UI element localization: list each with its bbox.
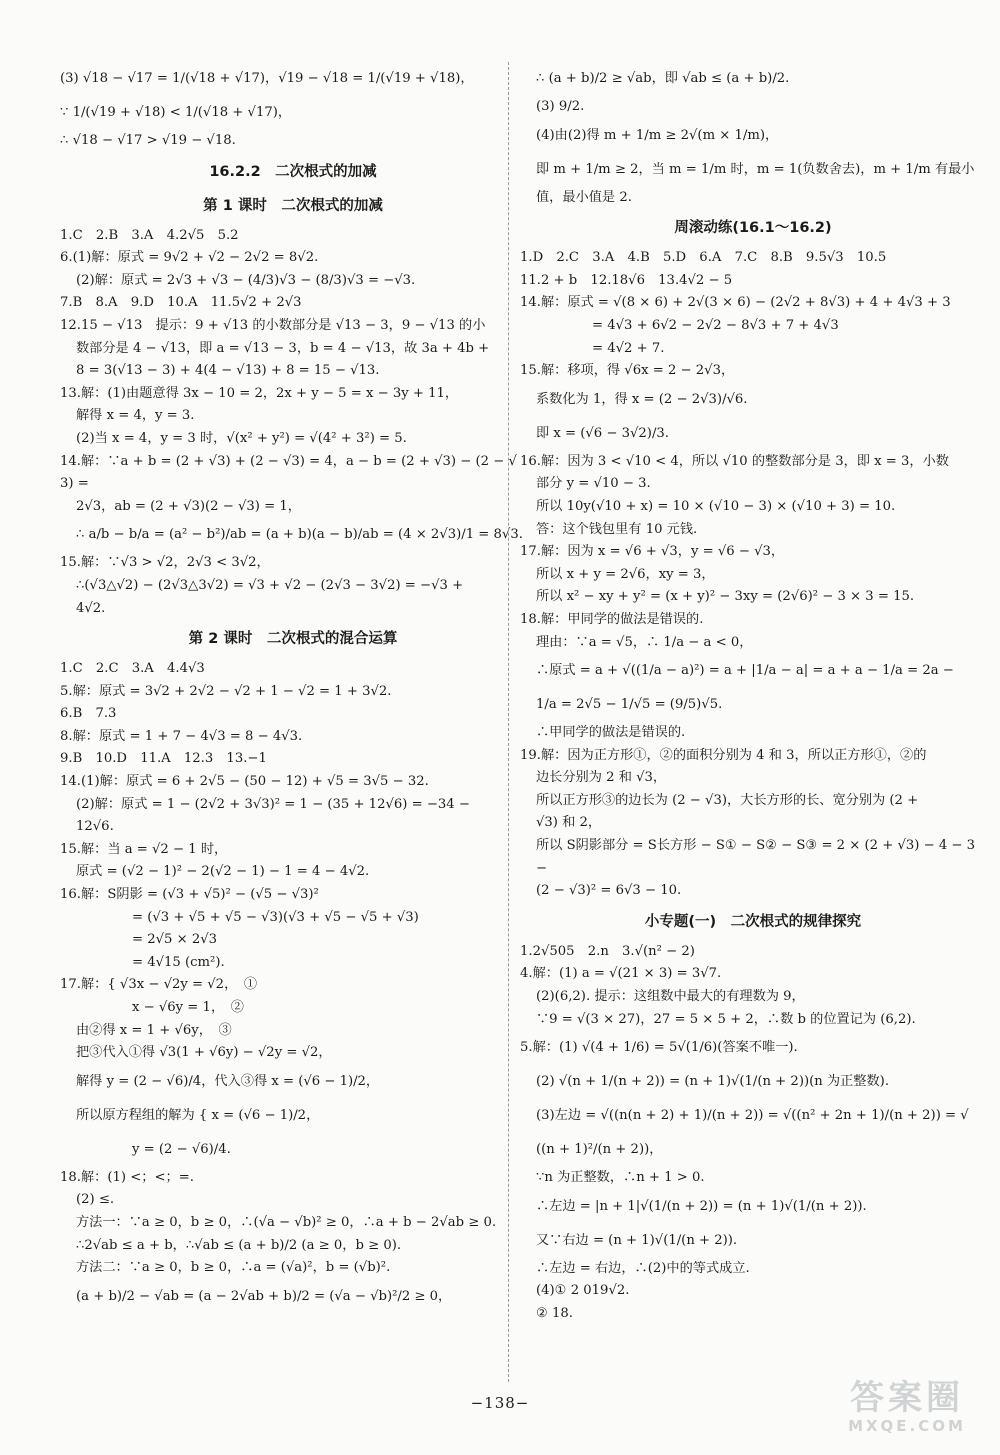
answer-line: 理由：∵a = √5，∴ 1/a − a < 0， — [536, 634, 753, 650]
answer-line: 所以原方程组的解为 { x = (√6 − 1)/2， — [76, 1107, 320, 1123]
answer-line: 14.(1)解：原式 = 6 + 2√5 − (50 − 12) + √5 = 3√5 − 32. — [60, 774, 429, 790]
answer-line: y = (2 − √6)/4. — [132, 1141, 231, 1157]
answer-line: 系数化为 1，得 x = (2 − 2√3)/√6. — [536, 391, 748, 407]
answer-line: 所以正方形③的边长为 (2 − √3)，大长方形的长、宽分别为 (2 + — [536, 792, 919, 808]
answer-line: (4)由(2)得 m + 1/m ≥ 2√(m × 1/m)， — [536, 127, 779, 143]
answer-line: (a + b)/2 − √ab = (a − 2√ab + b)/2 = (√a − √b)²/2 ≥ 0， — [76, 1288, 452, 1304]
answer-line: 8.解：原式 = 1 + 7 − 4√3 = 8 − 4√3. — [60, 728, 303, 744]
watermark-url: MXQE.COM — [848, 1417, 966, 1435]
answer-line: (2 − √3)² = 6√3 − 10. — [536, 883, 682, 899]
answer-line: 方法二：∵a ≥ 0，b ≥ 0，∴a = (√a)²，b = (√b)². — [76, 1260, 391, 1276]
section-heading: 第 1 课时 二次根式的加减 — [203, 197, 383, 214]
answer-line: ∴左边 = |n + 1|√(1/(n + 2)) = (n + 1)√(1/(n + 2)). — [536, 1198, 867, 1214]
answer-line: 15.解：∵√3 > √2，2√3 < 3√2， — [60, 555, 270, 571]
page-number: −138− — [470, 1394, 530, 1412]
section-heading: 周滚动练(16.1～16.2) — [674, 220, 832, 237]
answer-line: 17.解：因为 x = √6 + √3，y = √6 − √3， — [520, 544, 785, 560]
answer-line: 所以 S阴影部分 = S长方形 − S① − S② − S③ = 2 × (2 + √3) − 4 − 3 − — [536, 838, 980, 876]
answer-line: 4.解：(1) a = √(21 × 3) = 3√7. — [520, 966, 722, 982]
answer-line: 8 = 3(√13 − 3) + 4(4 − √13) + 8 = 15 − √13. — [76, 363, 380, 379]
answer-line: ∴ (a + b)/2 ≥ √ab，即 √ab ≤ (a + b)/2. — [536, 71, 790, 86]
section-heading: 第 2 课时 二次根式的混合运算 — [188, 631, 398, 648]
answer-line: (4)① 2 019√2. — [536, 1283, 630, 1299]
answer-line: (2)解：原式 = 2√3 + √3 − (4/3)√3 − (8/3)√3 = −√3. — [76, 272, 416, 288]
answer-line: 6.(1)解：原式 = 9√2 + √2 − 2√2 = 8√2. — [60, 250, 319, 266]
answer-line: 5.解：(1) √(4 + 1/6) = 5√(1/6)(答案不唯一). — [520, 1040, 798, 1056]
answer-line: 1.2√505 2.n 3.√(n² − 2) — [520, 943, 695, 959]
answer-line: 数部分是 4 − √13，即 a = √13 − 3，b = 4 − √13，故 3a + 4b + — [76, 340, 490, 356]
answer-line: (3)左边 = √((n(n + 2) + 1)/(n + 2)) = √((n² + 2n + 1)/(n + 2)) = √((n + 1)²/(n + 2))， — [536, 1108, 969, 1158]
answer-line: (3) 9/2. — [536, 99, 585, 114]
answer-line: 部分 y = √10 − 3. — [536, 476, 651, 492]
answer-line: ∴ √18 − √17 > √19 − √18. — [60, 133, 236, 148]
answer-line: 方法一：∵a ≥ 0，b ≥ 0，∴(√a − √b)² ≥ 0，∴a + b − 2√ab ≥ 0. — [76, 1214, 497, 1230]
watermark-text: 答案圈 — [850, 1378, 964, 1418]
answer-line: 边长分别为 2 和 √3， — [536, 770, 667, 786]
answer-line: = 4√15 (cm²). — [132, 954, 225, 970]
answer-line: 12.15 − √13 提示：9 + √13 的小数部分是 √13 − 3，9 − √13 的小 — [60, 317, 486, 333]
answer-line: 即 x = (√6 − 3√2)/3. — [536, 425, 669, 441]
answer-line: 16.解：S阴影 = (√3 + √5)² − (√5 − √3)² — [60, 887, 319, 903]
answer-line: 1.C 2.C 3.A 4.4√3 — [60, 661, 205, 677]
answer-line: 原式 = (√2 − 1)² − 2(√2 − 1) − 1 = 4 − 4√2. — [76, 864, 370, 880]
answer-line: 1.C 2.B 3.A 4.2√5 5.2 — [60, 227, 239, 243]
answer-line: 把③代入①得 √3(1 + √6y) − √2y = √2， — [76, 1045, 332, 1061]
answer-line: (2)当 x = 4，y = 3 时，√(x² + y²) = √(4² + 3²) = 5. — [76, 430, 407, 446]
section-heading: 小专题(一) 二次根式的规律探究 — [644, 913, 862, 930]
answer-line: 答：这个钱包里有 10 元钱. — [536, 521, 698, 537]
answer-line: 18.解：(1) <；<；=. — [60, 1169, 194, 1185]
section-heading: 16.2.2 二次根式的加减 — [209, 163, 377, 180]
answer-line: 15.解：当 a = √2 − 1 时， — [60, 841, 228, 857]
answer-line: ② 18. — [536, 1306, 573, 1321]
answer-line: 1.D 2.C 3.A 4.B 5.D 6.A 7.C 8.B 9.5√3 10.5 — [520, 250, 887, 266]
answer-line: ∵9 = √(3 × 27)，27 = 5 × 5 + 2，∴数 b 的位置记为 (6,2). — [536, 1011, 916, 1027]
answer-line: 所以 10y(√10 + x) = 10 × (√10 − 3) × (√10 + 3) = 10. — [536, 498, 896, 514]
answer-line: 14.解：原式 = √(8 × 6) + 2√(3 × 6) − (2√2 + 8√3) + 4 + 4√3 + 3 — [520, 295, 951, 311]
column-divider — [508, 62, 509, 1382]
answer-line: 11.2 + b 12.18√6 13.4√2 − 5 — [520, 272, 733, 288]
answer-line: 9.B 10.D 11.A 12.3 13.−1 — [60, 751, 267, 767]
answer-line: 15.解：移项，得 √6x = 2 − 2√3， — [520, 363, 735, 379]
answer-line: ∴(√3△√2) − (2√3△3√2) = √3 + √2 − (2√3 − 3√2) = −√3 + — [76, 577, 464, 593]
answer-line: √3) 和 2， — [536, 815, 602, 831]
answer-line: ∴2√ab ≤ a + b，∴√ab ≤ (a + b)/2 (a ≥ 0，b ≥ 0). — [76, 1237, 402, 1253]
answer-line: 17.解：{ √3x − √2y = √2， ① — [60, 977, 258, 993]
answer-line: 5.解：原式 = 3√2 + 2√2 − √2 + 1 − √2 = 1 + 3√2. — [60, 683, 392, 699]
answer-line: (3) √18 − √17 = 1/(√18 + √17)，√19 − √18 = 1/(√19 + √18)， — [60, 71, 474, 86]
answer-line: = 4√3 + 6√2 − 2√2 − 8√3 + 7 + 4√3 — [592, 317, 839, 333]
answer-line: x − √6y = 1， ② — [132, 1000, 244, 1015]
answer-line: 所以 x + y = 2√6，xy = 3， — [536, 566, 715, 582]
answer-line: 13.解：(1)由题意得 3x − 10 = 2，2x + y − 5 = x − 3y + 11， — [60, 385, 459, 401]
answer-line: 14.解：∵a + b = (2 + √3) + (2 − √3) = 4，a − b = (2 + √3) − (2 − √3) = — [60, 453, 517, 492]
answer-line: = (√3 + √5 + √5 − √3)(√3 + √5 − √5 + √3) — [132, 909, 419, 925]
answer-line: 所以 x² − xy + y² = (x + y)² − 3xy = (2√6)² − 3 × 3 = 15. — [536, 589, 915, 605]
answer-line: 又∵右边 = (n + 1)√(1/(n + 2)). — [536, 1232, 738, 1248]
answer-line: 12√6. — [76, 819, 114, 835]
answer-line: 2√3，ab = (2 + √3)(2 − √3) = 1， — [76, 498, 301, 514]
answer-line: 19.解：因为正方形①，②的面积分别为 4 和 3，所以正方形①，②的 — [520, 747, 927, 763]
answer-line: ∴ a/b − b/a = (a² − b²)/ab = (a + b)(a − b)/ab = (4 × 2√3)/1 = 8√3. — [76, 527, 523, 543]
answer-line: 值，最小值是 2. — [536, 189, 632, 205]
answer-line: 16.解：因为 3 < √10 < 4，所以 √10 的整数部分是 3，即 x = 3，小数 — [520, 453, 949, 469]
answer-line: (2) ≤. — [76, 1192, 115, 1208]
left-column — [60, 62, 526, 1314]
answer-line: 18.解：甲同学的做法是错误的. — [520, 611, 704, 627]
answer-line: (2)(6,2). 提示：这组数中最大的有理数为 9， — [536, 989, 805, 1005]
answer-line: 6.B 7.3 — [60, 706, 117, 722]
answer-line: 解得 y = (2 − √6)/4，代入③得 x = (√6 − 1)/2， — [76, 1073, 380, 1089]
answer-line: ∴左边 = 右边，∴(2)中的等式成立. — [536, 1260, 750, 1276]
answer-line: ∴原式 = a + √((1/a − a)²) = a + |1/a − a| = a + a − 1/a = 2a − — [536, 663, 954, 679]
answer-line: 由②得 x = 1 + √6y， ③ — [76, 1022, 232, 1038]
answer-line: = 2√5 × 2√3 — [132, 932, 218, 948]
answer-line: ∵ 1/(√19 + √18) < 1/(√18 + √17)， — [60, 105, 292, 120]
right-column — [520, 62, 986, 1326]
answer-line: ∴甲同学的做法是错误的. — [536, 725, 686, 741]
answer-line: (2)解：原式 = 1 − (2√2 + 3√3)² = 1 − (35 + 12√6) = −34 − — [76, 796, 470, 812]
answer-line: ∵n 为正整数，∴n + 1 > 0. — [536, 1170, 705, 1186]
answer-line: 即 m + 1/m ≥ 2，当 m = 1/m 时，m = 1(负数舍去)，m + 1/m 有最小 — [536, 161, 975, 177]
answer-line: 7.B 8.A 9.D 10.A 11.5√2 + 2√3 — [60, 295, 302, 311]
answer-line: 4√2. — [76, 600, 106, 616]
answer-line: = 4√2 + 7. — [592, 340, 665, 356]
watermark-logo — [832, 1379, 982, 1441]
answer-line: 1/a = 2√5 − 1/√5 = (9/5)√5. — [536, 697, 723, 713]
answer-line: 解得 x = 4，y = 3. — [76, 408, 195, 424]
answer-line: (2) √(n + 1/(n + 2)) = (n + 1)√(1/(n + 2))(n 为正整数). — [536, 1074, 890, 1090]
